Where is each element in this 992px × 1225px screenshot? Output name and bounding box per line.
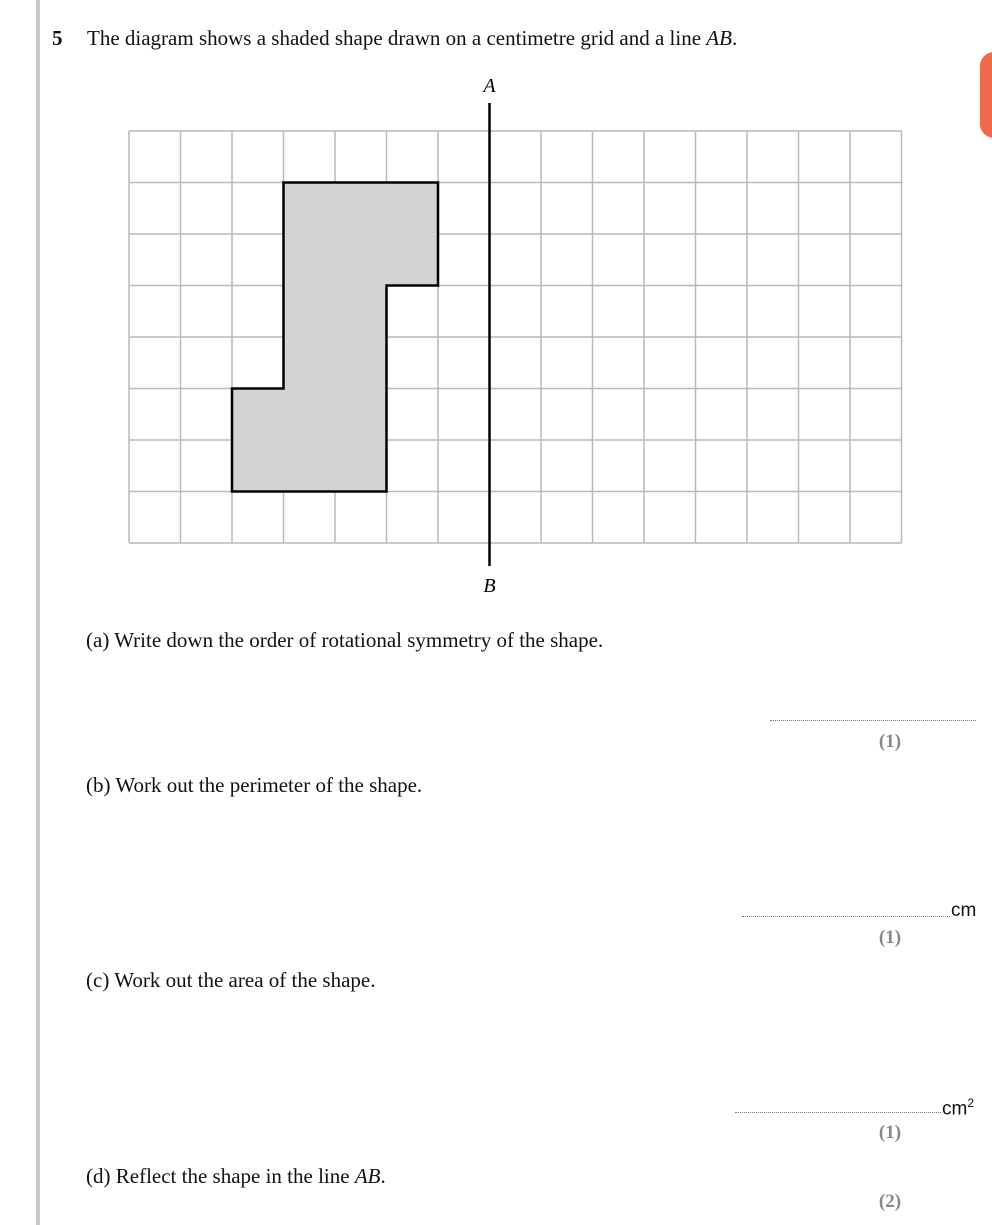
- marks-d: (2): [878, 1191, 902, 1212]
- answer-line-a[interactable]: [770, 720, 976, 721]
- answer-line-b[interactable]: [742, 916, 950, 917]
- part-d-label: (d): [86, 1164, 111, 1188]
- part-c-text: Work out the area of the shape.: [114, 968, 376, 992]
- part-c: [86, 968, 375, 993]
- label-b: B: [483, 575, 496, 597]
- unit-cm: cm: [951, 900, 977, 921]
- answer-line-c[interactable]: [735, 1112, 941, 1113]
- question-stem-text: The diagram shows a shaded shape drawn on a centimetre grid and a line: [87, 26, 707, 50]
- marks-b: (1): [878, 927, 902, 948]
- part-d-line-name: AB: [354, 1164, 381, 1188]
- part-c-label: (c): [86, 968, 110, 992]
- marks-a: (1): [878, 731, 902, 752]
- question-line-name: AB: [706, 26, 732, 50]
- part-b-label: (b): [86, 773, 111, 797]
- question-number: 5: [52, 26, 63, 50]
- grid-diagram: [0, 0, 992, 600]
- part-b-text: Work out the perimeter of the shape.: [115, 773, 423, 797]
- part-d: [86, 1164, 386, 1189]
- question-stem-end: .: [731, 26, 738, 50]
- part-a: [86, 628, 603, 653]
- unit-power: 2: [967, 1096, 975, 1110]
- part-d-text: Reflect the shape in the line: [115, 1164, 355, 1188]
- label-a: A: [483, 75, 496, 97]
- part-b: [86, 773, 422, 798]
- part-d-end: .: [380, 1164, 386, 1188]
- part-a-label: (a): [86, 628, 110, 652]
- part-a-text: Write down the order of rotational symmetry of the shape.: [114, 628, 604, 652]
- unit-cm-squared-base: cm: [942, 1098, 968, 1120]
- marks-c: (1): [878, 1122, 902, 1143]
- unit-cm-squared: [942, 1096, 974, 1120]
